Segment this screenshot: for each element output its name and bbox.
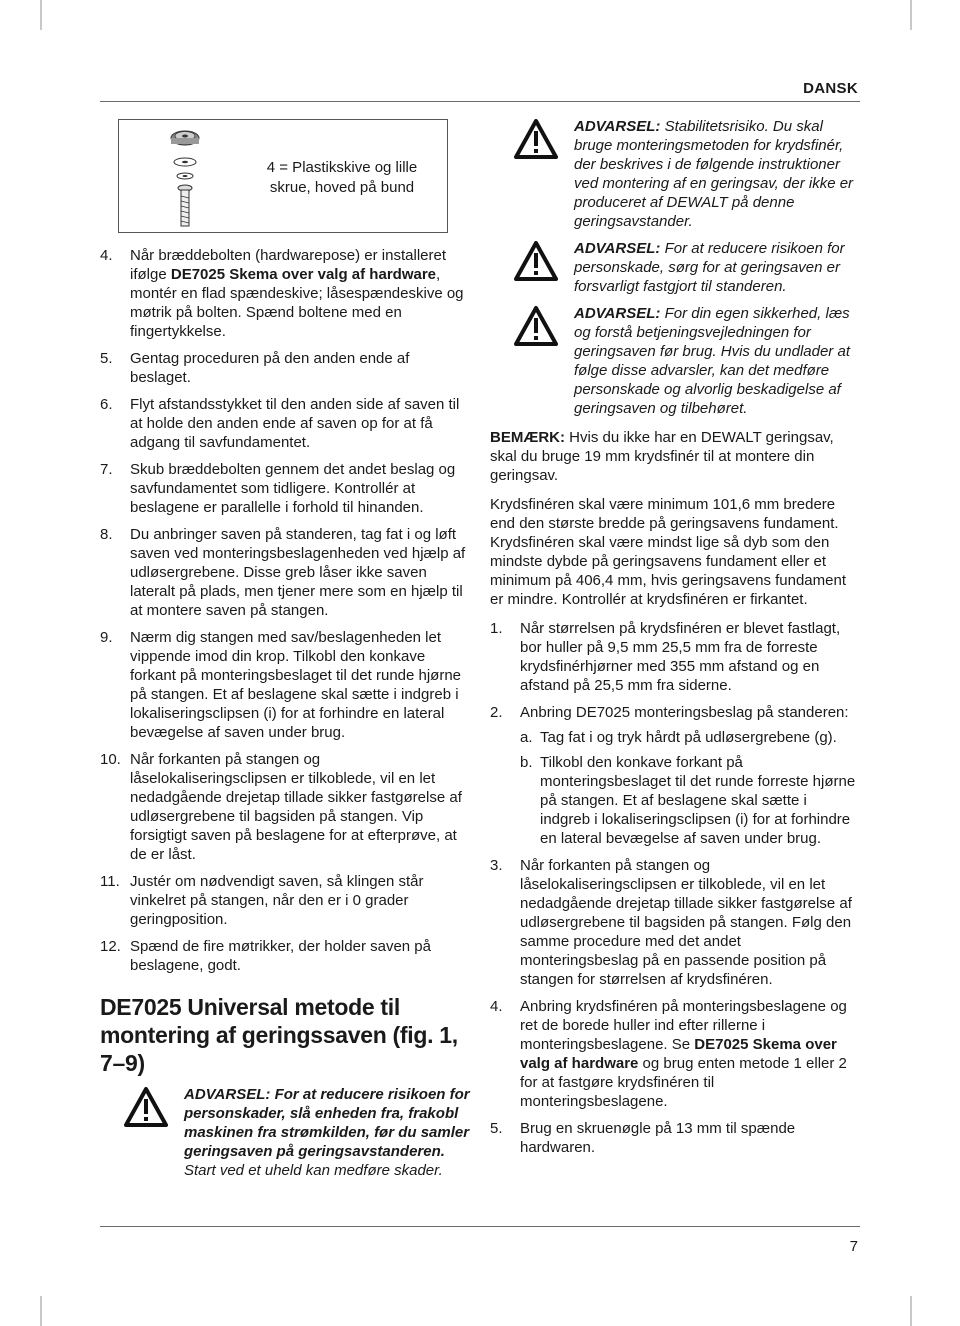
step-text: Gentag proceduren på den anden ende af beslaget.: [130, 350, 410, 386]
warning-text: [184, 1085, 470, 1180]
step-number: 6.: [100, 396, 113, 413]
warning-text: [574, 239, 860, 296]
warning-label: ADVARSEL:: [184, 1086, 271, 1103]
warning-block: [100, 1085, 470, 1180]
step-text: Du anbringer saven på standeren, tag fat i og løft saven ved monteringsbeslagenheden ved hjælp af udløsergrebene. Disse greb låser ikke saven lateralt på plads, men tjener mere som en hjælp til at montere saven på stangen.: [130, 526, 466, 619]
warning-label: ADVARSEL:: [574, 118, 661, 135]
body-paragraph: Krydsfinéren skal være minimum 101,6 mm bredere end den største bredde på geringsavens fundament. Krydsfinéren skal være mindst lige så dyb som den mindste dybde på geringsavens fundament eller et minimum på 406,4 mm, hvis geringsavens fundament er mindre. Kontrollér at krydsfinéren er firkantet.: [490, 496, 847, 608]
list-item: [490, 619, 860, 695]
warning-block: [490, 239, 860, 296]
substep-letter: b.: [520, 754, 533, 771]
figure-caption: [249, 158, 435, 198]
right-column: [490, 117, 860, 1165]
header-rule: [100, 101, 860, 102]
step-text: Når forkanten på stangen og låselokaliseringsclipsen er tilkoblede, vil en let nedadgående drejetap tillade sikker fastgørelse af udløsergrebene til bagsiden på stangen. Følg den samme procedure med det andet monteringsbeslag på en passende position på stangen for størrelsen af krydsfinéren.: [520, 857, 852, 988]
warning-block: [490, 304, 860, 418]
list-item: [490, 703, 860, 848]
warning-label: ADVARSEL:: [574, 240, 661, 257]
step-number: 5.: [100, 350, 113, 367]
step-number: 4.: [490, 998, 503, 1015]
list-item: [100, 525, 470, 620]
step-text: , montér en flad spændeskive; låsespændeskive og møtrik på bolten. Spænd boltene med en fingertykkelse.: [130, 266, 464, 340]
step-number: 5.: [490, 1120, 503, 1137]
list-item: [100, 395, 470, 452]
crop-mark: [40, 1296, 42, 1326]
step-number: 3.: [490, 857, 503, 874]
step-number: 4.: [100, 247, 113, 264]
page-number: 7: [849, 1238, 858, 1255]
step-number: 11.: [100, 873, 120, 890]
step-text: og brug enten metode 1 eller 2 for at fastgøre krydsfinéren til monteringsbeslagene.: [520, 1055, 847, 1110]
step-text: Spænd de fire møtrikker, der holder saven på beslagene, godt.: [130, 938, 431, 974]
step-text: Flyt afstandsstykket til den anden side af saven til at holde den anden ende af saven op for at få adgang til savfundamentet.: [130, 396, 460, 451]
warning-text: [574, 304, 860, 418]
screw-washer-illustration: [167, 126, 203, 230]
step-text: Anbring DE7025 monteringsbeslag på standeren:: [520, 704, 849, 721]
step-text: Anbring krydsfinéren på monteringsbeslagene og ret de borede huller ind efter rillerne i monteringsbeslagene. Se: [520, 998, 847, 1053]
warning-label: ADVARSEL:: [574, 305, 661, 322]
step-text: Nærm dig stangen med sav/beslagenheden let vippende imod din krop. Tilkobl den konkave forkant på monteringsbeslaget til det runde hjørne på stangen. Et af beslagene skal sætte i indgreb i lokaliseringsclipsen (i) for at forhindre en lateral bevægelse af saven under brug.: [130, 629, 462, 741]
step-text: Når forkanten på stangen og låselokaliseringsclipsen er tilkoblede, vil en let nedadgående drejetap tillade sikker fastgørelse af udløsergrebene til bagsiden på stangen. Vip forsigtigt saven på beslagene for at efterprøve, at de er låst.: [130, 751, 462, 863]
footer-rule: [100, 1226, 860, 1227]
list-item: [490, 856, 860, 989]
warning-normal-text: Start ved et uheld kan medføre skader.: [184, 1162, 443, 1179]
crop-mark: [910, 0, 912, 30]
substep-text: Tag fat i og tryk hårdt på udløsergrebene (g).: [540, 729, 837, 746]
warning-body: Stabilitetsrisiko. Du skal bruge monteringsmetoden for krydsfinér, der beskrives i de følgende instruktioner ved montering af en geringsav, der ikke er produceret af DEWALT på denne geringsavstander.: [574, 118, 854, 230]
step-number: 9.: [100, 629, 113, 646]
list-item: [100, 349, 470, 387]
step-number: 2.: [490, 704, 503, 721]
hardware-figure: [118, 119, 448, 233]
list-item: [100, 937, 470, 975]
list-item: [100, 460, 470, 517]
step-text: Når størrelsen på krydsfinéren er blevet fastlagt, bor huller på 9,5 mm 25,5 mm fra de forreste krydsfinérhjørner med 355 mm afstand og en afstand på 25,5 mm fra siderne.: [520, 620, 841, 694]
step-number: 10.: [100, 751, 121, 768]
list-item: [100, 246, 470, 341]
section-heading: DE7025 Universal metode til montering af geringssaven (fig. 1, 7–9): [100, 994, 458, 1076]
figure-caption-line: 4 = Plastikskive og lille: [266, 159, 418, 176]
step-text-bold: DE7025 Skema over valg af hardware: [520, 1036, 837, 1072]
list-item: [100, 628, 470, 742]
warning-bold-text: For at reducere risikoen for personskader, slå enheden fra, frakobl maskinen fra strømkilden, før du samler geringsaven på geringsavstanderen.: [184, 1086, 470, 1160]
step-number: 8.: [100, 526, 113, 543]
list-item: [490, 1119, 860, 1157]
warning-block: [490, 117, 860, 231]
procedure-list: [490, 619, 860, 1157]
warning-text: [574, 117, 860, 231]
list-item: [490, 997, 860, 1111]
step-text: Justér om nødvendigt saven, så klingen står vinkelret på stangen, når den er i 0 grader geringposition.: [130, 873, 424, 928]
note-label: BEMÆRK:: [490, 429, 565, 446]
substep-letter: a.: [520, 729, 533, 746]
crop-mark: [40, 0, 42, 30]
warning-triangle-icon: [124, 1087, 168, 1127]
warning-triangle-icon: [514, 241, 558, 281]
warning-triangle-icon: [514, 306, 558, 346]
list-item: [100, 750, 470, 864]
step-number: 12.: [100, 938, 121, 955]
language-label: DANSK: [803, 80, 858, 97]
warning-triangle-icon: [514, 119, 558, 159]
figure-caption-line: skrue, hoved på bund: [269, 179, 415, 196]
step-number: 7.: [100, 461, 113, 478]
note-text: Hvis du ikke har en DEWALT geringsav, skal du bruge 19 mm krydsfinér til at montere din geringsav.: [490, 429, 834, 484]
step-number: 1.: [490, 620, 503, 637]
crop-mark: [910, 1296, 912, 1326]
step-text: Brug en skruenøgle på 13 mm til spænde hardwaren.: [520, 1120, 796, 1156]
step-text-bold: DE7025 Skema over valg af hardware: [170, 266, 437, 283]
sub-list-item: [520, 753, 860, 848]
step-text: Når bræddebolten (hardwarepose) er installeret ifølge: [130, 247, 446, 283]
step-text: Skub bræddebolten gennem det andet beslag og savfundamentet som tidligere. Kontrollér at beslagene er parallelle i forhold til hinanden.: [130, 461, 456, 516]
note-paragraph: [490, 428, 860, 485]
substep-text: Tilkobl den konkave forkant på monteringsbeslaget til det runde forreste hjørne på stangen. Et af beslagene skal sætte i indgreb i lokaliseringsclipsen (i) for at forhindre en lateral bevægelse af saven under brug.: [540, 754, 856, 847]
warning-body: For at reducere risikoen for personskade, sørg for at geringsaven er forsvarligt fastgjort til standeren.: [574, 240, 845, 295]
sub-list-item: [520, 728, 860, 747]
warning-body: For din egen sikkerhed, læs og forstå betjeningsvejledningen for geringsaven før brug. Hvis du undlader at følge disse advarsler, kan det medføre personskade og alvorlig beskadigelse af geringsaven og tilbehøret.: [574, 305, 850, 417]
left-column: [100, 246, 470, 1188]
list-item: [100, 872, 470, 929]
